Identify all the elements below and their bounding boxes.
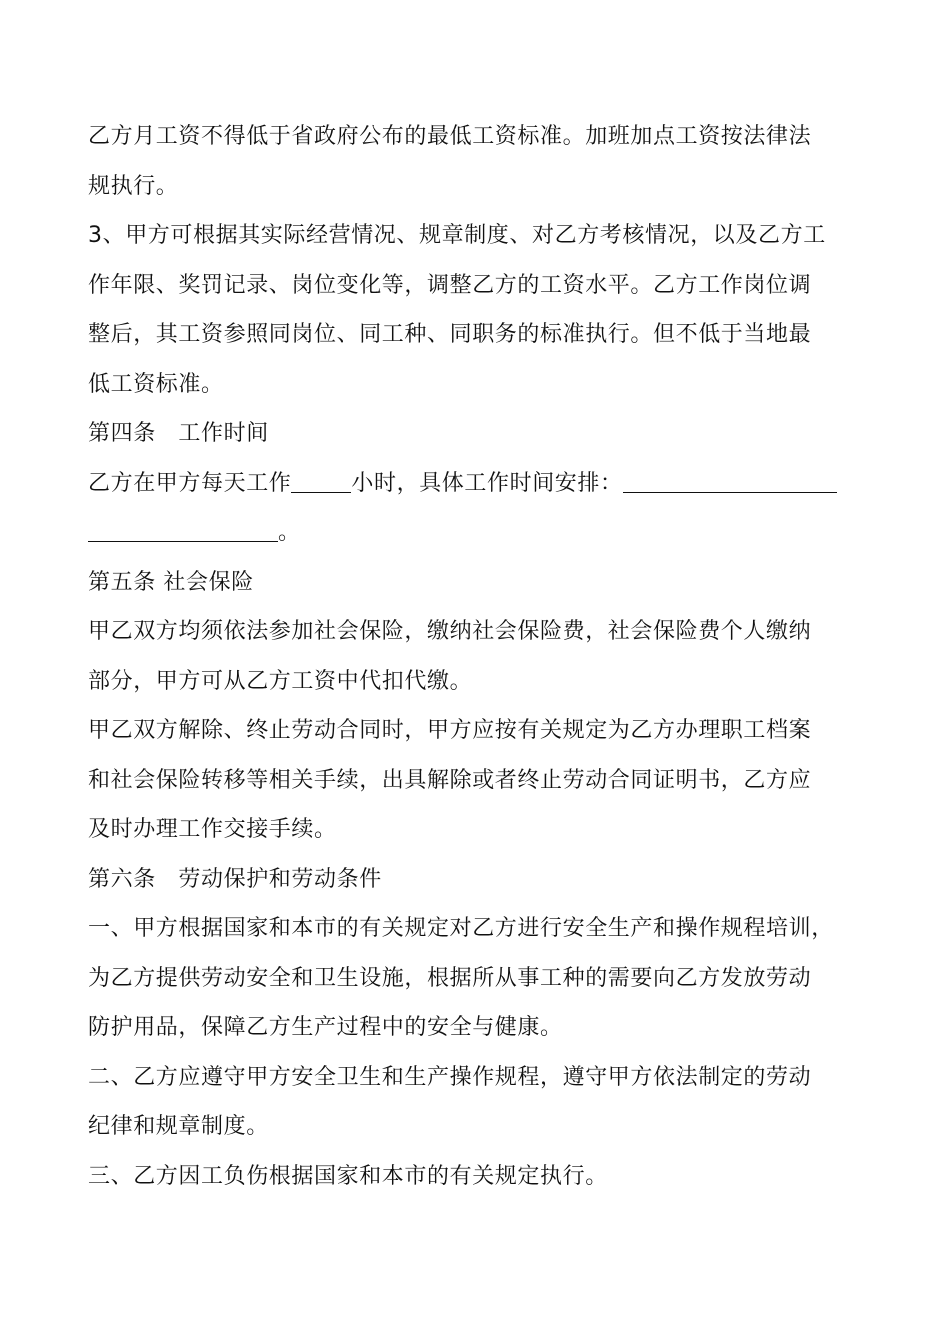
paragraph-line: 及时办理工作交接手续。 [88, 817, 337, 842]
paragraph-line: 乙方月工资不得低于省政府公布的最低工资标准。加班加点工资按法律法 [88, 124, 812, 149]
work-hours-prefix: 乙方在甲方每天工作 [88, 470, 292, 496]
work-hours-middle: 小时，具体工作时间安排： [351, 470, 623, 496]
paragraph-line: 作年限、奖罚记录、岗位变化等，调整乙方的工资水平。乙方工作岗位调 [88, 272, 812, 298]
paragraph-line: 和社会保险转移等相关手续，出具解除或者终止劳动合同证明书，乙方应 [88, 767, 812, 793]
paragraph-line: 三、乙方因工负伤根据国家和本市的有关规定执行。 [88, 1163, 608, 1189]
paragraph-line: 低工资标准。 [88, 371, 224, 397]
paragraph-line: 部分，甲方可从乙方工资中代扣代缴。 [88, 668, 473, 694]
section-heading-work-time: 第四条 工作时间 [88, 421, 269, 446]
paragraph-line: 一、甲方根据国家和本市的有关规定对乙方进行安全生产和操作规程培训， [88, 916, 834, 941]
paragraph-line: 为乙方提供劳动安全和卫生设施，根据所从事工种的需要向乙方发放劳动 [88, 965, 812, 991]
work-hours-line [88, 459, 878, 509]
paragraph-line: 甲乙双方解除、终止劳动合同时，甲方应按有关规定为乙方办理职工档案 [88, 718, 812, 743]
section-heading-labor-protection: 第六条 劳动保护和劳动条件 [88, 866, 382, 892]
schedule-blank-field-continued[interactable] [88, 519, 278, 542]
section-heading-social-insurance: 第五条 社会保险 [88, 569, 254, 595]
paragraph-line: 规执行。 [88, 173, 179, 199]
paragraph-line: 防护用品，保障乙方生产过程中的安全与健康。 [88, 1015, 563, 1040]
schedule-blank-field[interactable] [623, 470, 837, 493]
paragraph-line: 甲乙双方均须依法参加社会保险，缴纳社会保险费，社会保险费个人缴纳 [88, 619, 812, 644]
work-hours-line-continued [88, 508, 878, 558]
work-hours-end: 。 [278, 520, 301, 545]
document-page [88, 112, 878, 1201]
paragraph-line: 二、乙方应遵守甲方安全卫生和生产操作规程，遵守甲方依法制定的劳动 [88, 1064, 812, 1090]
paragraph-line: 3、甲方可根据其实际经营情况、规章制度、对乙方考核情况，以及乙方工 [88, 223, 826, 248]
hours-blank-field[interactable] [291, 470, 351, 493]
paragraph-line: 纪律和规章制度。 [88, 1114, 269, 1139]
paragraph-line: 整后，其工资参照同岗位、同工种、同职务的标准执行。但不低于当地最 [88, 322, 812, 347]
